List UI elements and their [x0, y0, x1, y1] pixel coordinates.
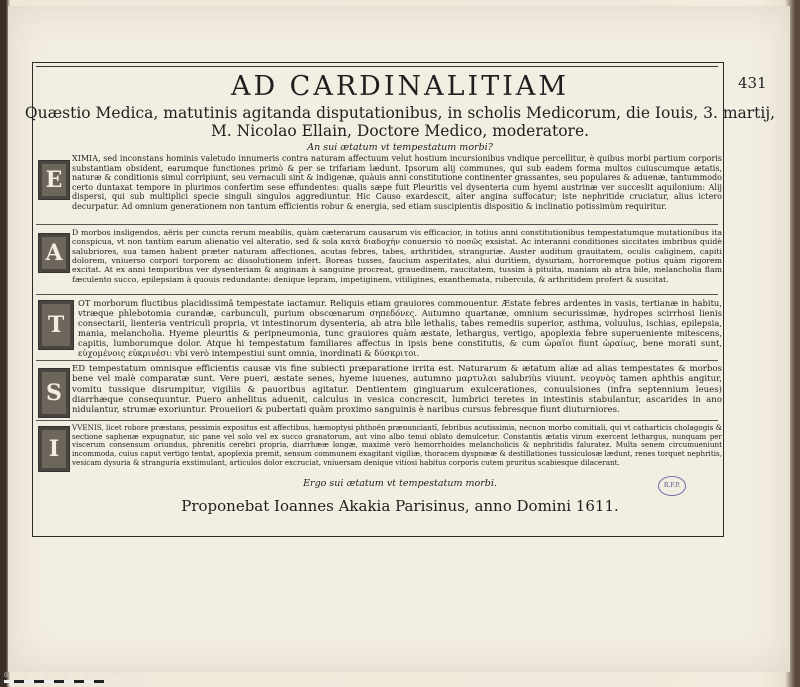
- library-stamp: R.F.P.: [658, 476, 686, 496]
- page-title: AD CARDINALITIAM: [230, 71, 570, 102]
- paragraph-2: [72, 228, 722, 290]
- paragraph-1: [72, 154, 722, 220]
- section-divider: [36, 420, 718, 421]
- section-divider: [36, 224, 718, 225]
- initial-letter-i: I: [38, 426, 70, 472]
- paragraph-1-text: XIMIA, sed inconstans hominis valetudo innumeris contra naturam affectuum velut hostium incursionibus vndique percellitur, è quibus morbi partium corporis substantiam obsident, earumque functiones primò & per se trifariam lædunt. Ipsorum alij communes, qui sub eadem forma multos cuiuscumque ætatis, naturæ & conditionis simul corripiunt, seu vernaculi sint & indigenæ, quàuis anni constitutione continenter grassantes, seu populares & aduenæ, tantummodo certo duntaxat tempore in plurimos confertim sese effundentes: qualis sæpe fuit Pleuritis vel dysenteria cum hyemi austrinæ ver succeslit aquilonium: Alij dispersi, qui sub multiplici specie singuli singulos aggrediuntur. Hic Causo exardescit, alter angina suffocatur; iste nephritide cruciatur, alius ictero decurpatur. Ad omnium generationem non tantum efficientis robur & energia, sed etiam suscipientis dispositio & inclinatio potissimùm requiritur.: [72, 154, 722, 211]
- header-rule: [36, 66, 718, 67]
- conclusion-line: Ergo sui ætatum vt tempestatum morbi.: [303, 478, 497, 489]
- page-number: 431: [738, 74, 767, 92]
- question-line: An sui ætatum vt tempestatum morbi?: [307, 142, 493, 153]
- paragraph-3-text: OT morborum fluctibus placidissimâ tempestate iactamur. Reliquis etiam grauiores commouentur. Æstate febres ardentes in vasis, tertianæ in habitu, vtræque phlebotomia curandæ, carbunculi, purium obscœnarum σηπεδόνες. Autumno quartanæ, omnium securissimæ, hydropes scirrhosi lienis consectarii, lienteria ventriculi propria, vt intestinorum dysenteria, ab atra bile lethalis, tabes remediis superior, asthma, voluulus, ischias, epilepsia, mania, melancholia. Hyeme pleuritis & peripneumonia, tunc grauiores quàm æstate, lethargus, vertigo, apoplexia febre superueniente mitescens, capitis, lumborumque dolor. Atque hi tempestatum familiares affectus in ipsis bene constitutis, & cum ὡραῖοι fiunt ὡραίως, bene morati sunt, εὐχομένοις εὐκρινέσι: vbi verò intempestiui sunt omnia, inordinati & δύσκριτοι.: [78, 298, 722, 359]
- subtitle-line-2: M. Nicolao Ellain, Doctore Medico, moderatore.: [210, 122, 590, 140]
- paragraph-5: [72, 424, 722, 472]
- initial-letter-t: T: [38, 300, 74, 350]
- section-divider: [36, 360, 718, 361]
- author-footer: Proponebat Ioannes Akakia Parisinus, anno Domini 1611.: [181, 497, 619, 515]
- paragraph-4-text: ED tempestatum omnisque efficientis causæ vis fine subiecti præparatione irrita est. Naturarum & ætatum aliæ ad alias tempestates & morbos bene vel malè comparatæ sunt. Vere pueri, æstate senes, hyeme iuuenes, autumno μαρτυλαι salubriùs viuunt. νεογνὸς tamen aphthis angitur, vomitu tussique disrumpitur, vigiliis & pauoribus agitatur. Dentientem gingiuarum exulcerationes, conuulsiones (infra septennium leues) diarrhæque consequuntur. Puero anhelitus aduenit, calculus in vesica concrescit, lumbrici teretes in intestinis stabulantur, ascarides in ano nidulantur, strumæ exoriuntur. Proueiiori & pubertati quàm proximo sanguinis è naribus cursus febresque fiunt diuturniores.: [72, 364, 722, 416]
- ruler-label: 4: [84, 672, 88, 679]
- paragraph-4: [72, 364, 722, 416]
- ruler-label: 3: [64, 672, 68, 679]
- initial-letter-s: S: [38, 368, 70, 418]
- ruler-labels: [4, 672, 124, 679]
- ruler-label: 0: [4, 672, 8, 679]
- subtitle-line-1: Quæstio Medica, matutinis agitanda disputationibus, in scholis Medicorum, die Iouis, 3. martij,: [24, 104, 776, 122]
- paragraph-5-text: VVENIS, licet robore præstans, pessimis expositus est affectibus, hæmoptysi phthoën prænunciantī, febribus acutissimis, necnon morbo comitiali, qui vt catharticis cholagogis & sectione saphenæ expugnatur, sic pane vel solo vel ex succo granatorum, aut vino albo tenui oblato demulcetur. Constantis ætatis virum exercent lethargus, nunquam per viscerum consensum oriundus, phrenitis cerebri propria, diarrhææ longæ, maximè verò hemorrhoides melancholicis & nephritidis faluratez. Multa senem circumueniunt incommoda, cuius caput vertigo tentat, apoplexia premit, sensum communem exagitant vigiliæ, thoracem dyspnœæ & destillationes tussiculosæ lædunt, renes torquet nephritis, vesicam dysuria & stranguria exstimulant, articulos dolor excruciat, vniuersam denique vitiosi habitus corporis cutem pruritus scabiesque dilacerant.: [72, 423, 722, 467]
- scale-ruler: [4, 672, 124, 684]
- paragraph-3: [78, 298, 722, 358]
- initial-letter-a: A: [38, 233, 70, 273]
- ruler-label: 5 (m): [104, 672, 121, 679]
- paragraph-2-text: D morbos insligendos, aëris per cuncta rerum meabilis, quàm cæterarum causarum vis efficacior, in totius anni constitutionibus tempestatumque mutationibus ita conspicua, vt non tantùm earum alienatio vel alteratio, sed & sola κατὰ διαδοχὴν conuersio τὸ ποσῶς exsistat. Ac interanni conditiones siccitates imbribus quidè salubriores, sua tamen habent præter naturam affectiones, acutas febres, tabes, arthritides, stranguriæ. Auster auditum grauitatem, oculis caliginem, capiti dolorem, vniuerso corpori torporem ac dissolutionem infert. Boreas tusses, faucium asperitates, alui duritiem, dysuriam, horroremque potius quàm rigorem excitat. At ex anni temporibus ver dysenteriam & anginam à sanguine procreat, grauedinem, raucitatem, tussim à pituita, maniam ab atra bile, melancholia flam fæculento succo, epilepsiam à quouis redundante: denique lepram, impetiginem, vitiligines, exanthemata, rubercula, & arthritidem profert & suscitat.: [72, 228, 722, 284]
- section-divider: [36, 294, 718, 295]
- ruler-label: 2: [44, 672, 48, 679]
- ruler-label: 1: [24, 672, 28, 679]
- ruler-bar: [4, 680, 104, 683]
- initial-letter-e: E: [38, 160, 70, 200]
